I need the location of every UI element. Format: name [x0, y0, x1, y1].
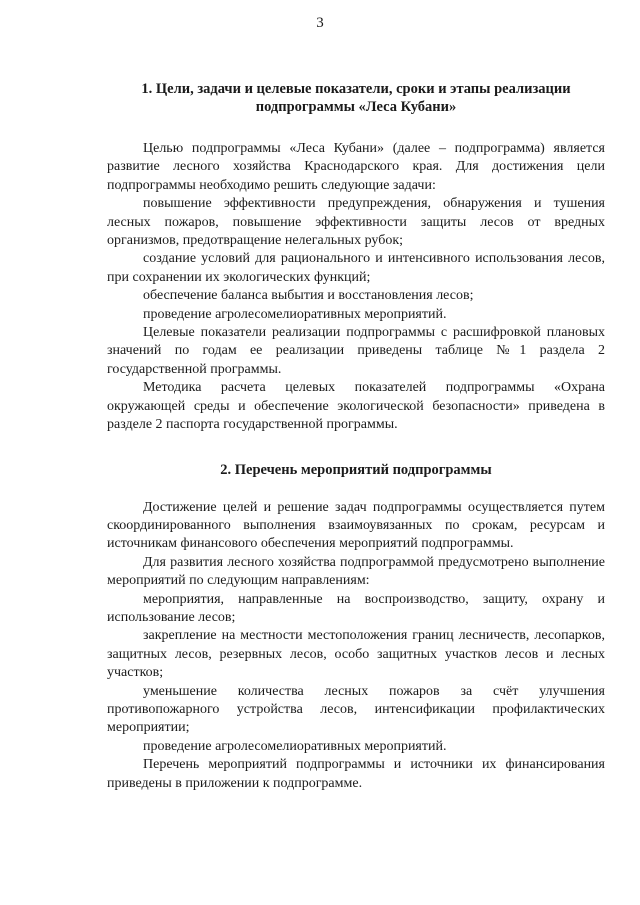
- section-1-paragraph: Целевые показатели реализации подпрограммы с расшифровкой плановых значений по годам ее реализации приведены таблице №1 раздела 2 государственной программы.: [107, 325, 605, 377]
- document-body: [107, 80, 605, 793]
- section-2-paragraph: Для развития лесного хозяйства подпрограммой предусмотрено выполнение мероприятий по следующим направлениям:: [107, 554, 605, 589]
- section-1-title-line-2: подпрограммы «Леса Кубани»: [255, 99, 457, 115]
- section-1-title-line-1: 1. Цели, задачи и целевые показатели, сроки и этапы реализации: [141, 81, 571, 97]
- section-2-paragraph: Достижение целей и решение задач подпрограммы осуществляется путем скоординированного выполнения взаимоувязанных по срокам, ресурсам и источникам финансового обеспечения мероприятий подпрограммы.: [107, 499, 605, 552]
- page-number: 3: [316, 15, 324, 31]
- section-1-paragraph: повышение эффективности предупреждения, обнаружения и тушения лесных пожаров, повышение эффективности защиты лесов от вредных организмов, предотвращение нелегальных рубок;: [107, 196, 605, 249]
- section-2-paragraph: закрепление на местности местоположения границ лесничеств, лесопарков, защитных лесов, резервных лесов, особо защитных участков лесов и лесных участков;: [107, 628, 605, 681]
- section-1-paragraph: Методика расчета целевых показателей подпрограммы «Охрана окружающей среды и обеспечение экологической безопасности» приведена в разделе 2 паспорта государственной программы.: [107, 380, 605, 433]
- section-2-paragraph: проведение агролесомелиоративных мероприятий.: [143, 738, 447, 754]
- section-1-paragraph: обеспечение баланса выбытия и восстановления лесов;: [143, 288, 474, 304]
- section-1-paragraph: Целью подпрограммы «Леса Кубани» (далее – подпрограмма) является развитие лесного хозяйства Краснодарского края. Для достижения цели подпрограммы необходимо решить следующие задачи:: [107, 141, 605, 193]
- section-2-paragraph: Перечень мероприятий подпрограммы и источники их финансирования приведены в приложении к подпрограмме.: [107, 757, 605, 791]
- section-1-title: [107, 80, 605, 116]
- section-2-paragraph: уменьшение количества лесных пожаров за счёт улучшения противопожарного устройства лесов, интенсификации профилактических мероприятии;: [107, 683, 605, 736]
- section-1-paragraph: создание условий для рационального и интенсивного использования лесов, при сохранении их экологических функций;: [107, 251, 605, 285]
- section-2-paragraph: мероприятия, направленные на воспроизводство, защиту, охрану и использование лесов;: [107, 591, 605, 625]
- section-1-paragraph: проведение агролесомелиоративных мероприятий.: [143, 306, 447, 322]
- section-2-title: 2. Перечень мероприятий подпрограммы: [220, 461, 492, 478]
